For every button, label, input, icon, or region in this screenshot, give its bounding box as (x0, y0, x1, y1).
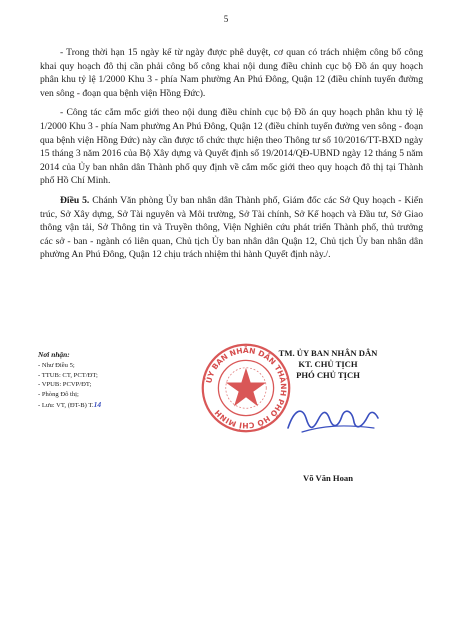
svg-text:ỦY BAN NHÂN DÂN THÀNH PHỐ HỒ C: ỦY BAN NHÂN DÂN THÀNH PHỐ HỒ CHÍ MINH (204, 346, 289, 431)
recipient-item-archive: - Lưu: VT, (ĐT-B) T.14 (38, 399, 102, 409)
article-5-text: Chánh Văn phòng Ủy ban nhân dân Thành phố, Giám đốc các Sở Quy hoạch - Kiến trúc, Sở Xây dựng, Sở Tài nguyên và Môi trường, Sở Tài chính, Sở Kế hoạch và Đầu tư, Sở Giao thông vận tải, Sở Thông tin và Truyền thông, Viện Nghiên cứu phát triển Thành phố, thủ trưởng các sở - ban - ngành có liên quan, Chủ tịch Ủy ban nhân dân Quận 12, Chủ tịch Ủy ban nhân dân phường An Phú Đông, Quận 12 chịu trách nhiệm thi hành Quyết định này./. (40, 194, 423, 261)
signature-title-3: PHÓ CHỦ TỊCH (296, 370, 360, 380)
signature-title-2: KT. CHỦ TỊCH (298, 359, 358, 369)
paragraph-article-5 (40, 194, 423, 262)
signer-name: Võ Văn Hoan (303, 473, 353, 483)
recipient-item: - TTUB: CT, PCT/ĐT; (38, 371, 98, 379)
recipients-block (38, 350, 188, 411)
document-body (40, 46, 423, 262)
handwritten-signature-icon (282, 398, 382, 440)
recipient-item: - Phòng Đô thị; (38, 391, 79, 399)
page-number: 5 (223, 14, 229, 24)
paragraph-boundary-markers: - Công tác cắm mốc giới theo nội dung điều chỉnh cục bộ Đồ án quy hoạch phân khu tỷ lệ 1/2000 Khu 3 - phía Nam phường An Phú Đông, Quận 12 (điều chỉnh tuyến đường ven sông - đoạn qua bệnh viện Hồng Đức) này cần được tổ chức thực hiện theo Thông tư số 10/2016/TT-BXD ngày 15 tháng 3 năm 2016 của Bộ Xây dựng và Quyết định số 19/2014/QĐ-UBND ngày 12 tháng 5 năm 2014 của Ủy ban nhân dân Thành phố quy định về cắm mốc giới theo quy hoạch đô thị tại Thành phố Hồ Chí Minh. (40, 107, 423, 187)
article-5-label: Điều 5. (60, 194, 90, 206)
handwritten-mark: 14 (93, 399, 102, 409)
signature-block (238, 348, 418, 381)
recipient-item: - Như Điều 5; (38, 361, 75, 369)
signature-title-1: TM. ỦY BAN NHÂN DÂN (278, 348, 378, 358)
recipient-item: - VPUB: PCVP/ĐT; (38, 381, 92, 389)
paragraph-publication: - Trong thời hạn 15 ngày kể từ ngày được phê duyệt, cơ quan có trách nhiệm công bố công khai quy hoạch đô thị cần phải công bố công khai nội dung điều chỉnh cục bộ Đồ án quy hoạch phân khu tỷ lệ 1/2000 Khu 3 - phía Nam phường An Phú Đông, Quận 12 (điều chỉnh tuyến đường ven sông - đoạn qua bệnh viện Hồng Đức). (40, 47, 423, 99)
recipients-title: Nơi nhận: (38, 350, 70, 359)
